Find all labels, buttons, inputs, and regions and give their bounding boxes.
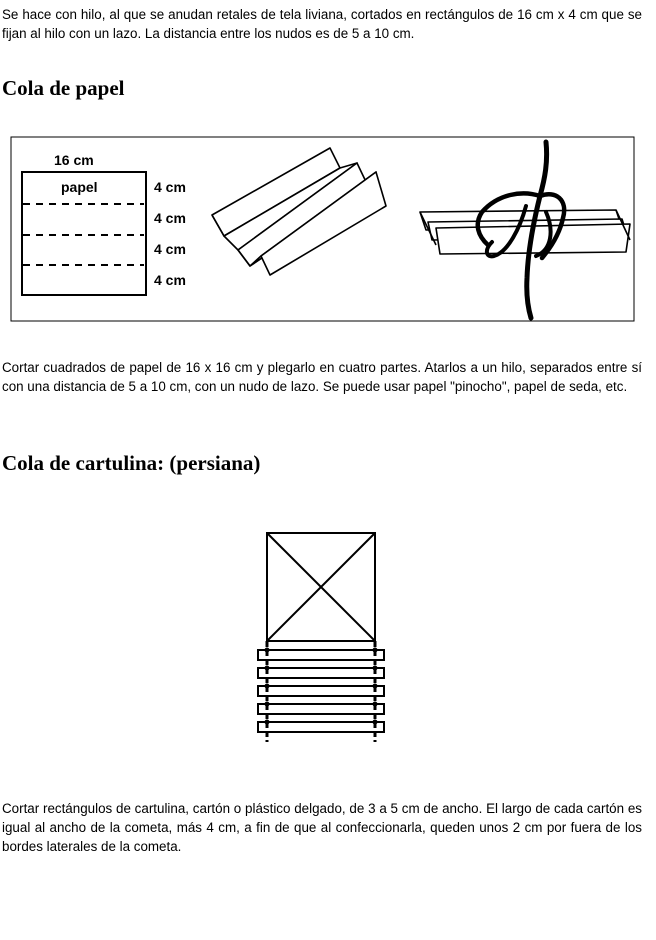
card-slat (258, 650, 384, 660)
knot (265, 648, 270, 653)
card-slat (258, 668, 384, 678)
width-label: 16 cm (54, 152, 94, 168)
card-tail-paragraph: Cortar rectángulos de cartulina, cartón o plástico delgado, de 3 a 5 cm de ancho. El largo de cada cartón es igual al ancho de la cometa, más 4 cm, a fin de que al confeccionarla, queden unos 2 cm por fuera de los bordes laterales de la cometa. (2, 801, 642, 854)
knot (265, 702, 270, 707)
card-slat (258, 704, 384, 714)
knot (373, 702, 378, 707)
knot (373, 648, 378, 653)
paper-tail-paragraph: Cortar cuadrados de papel de 16 x 16 cm y plegarlo en cuatro partes. Atarlos a un hilo, separados entre sí con una distancia de 5 a 10 cm, con un nudo de lazo. Se puede usar papel "pinocho", papel de seda, etc. (2, 360, 642, 394)
strip-label: 4 cm (154, 210, 186, 226)
knot (265, 666, 270, 671)
knot (265, 684, 270, 689)
card-slat (258, 686, 384, 696)
folded-paper-illustration (212, 148, 386, 275)
paper-label: papel (61, 179, 98, 195)
paper-tail-heading: Cola de papel (2, 76, 125, 100)
paper-tail-diagram (0, 0, 656, 340)
knot (373, 720, 378, 725)
intro-paragraph: Se hace con hilo, al que se anudan retales de tela liviana, cortados en rectángulos de 16 cm x 4 cm que se fijan al hilo con un lazo. La distancia entre los nudos es de 5 a 10 cm. (2, 7, 642, 41)
tied-paper-illustration (420, 210, 630, 254)
knot (265, 720, 270, 725)
card-slat (258, 722, 384, 732)
strip-label: 4 cm (154, 272, 186, 288)
strip-label: 4 cm (154, 179, 186, 195)
knot (373, 666, 378, 671)
knot (373, 684, 378, 689)
strip-label: 4 cm (154, 241, 186, 257)
card-tail-heading: Cola de cartulina: (persiana) (2, 451, 261, 475)
card-tail-diagram (240, 520, 410, 750)
